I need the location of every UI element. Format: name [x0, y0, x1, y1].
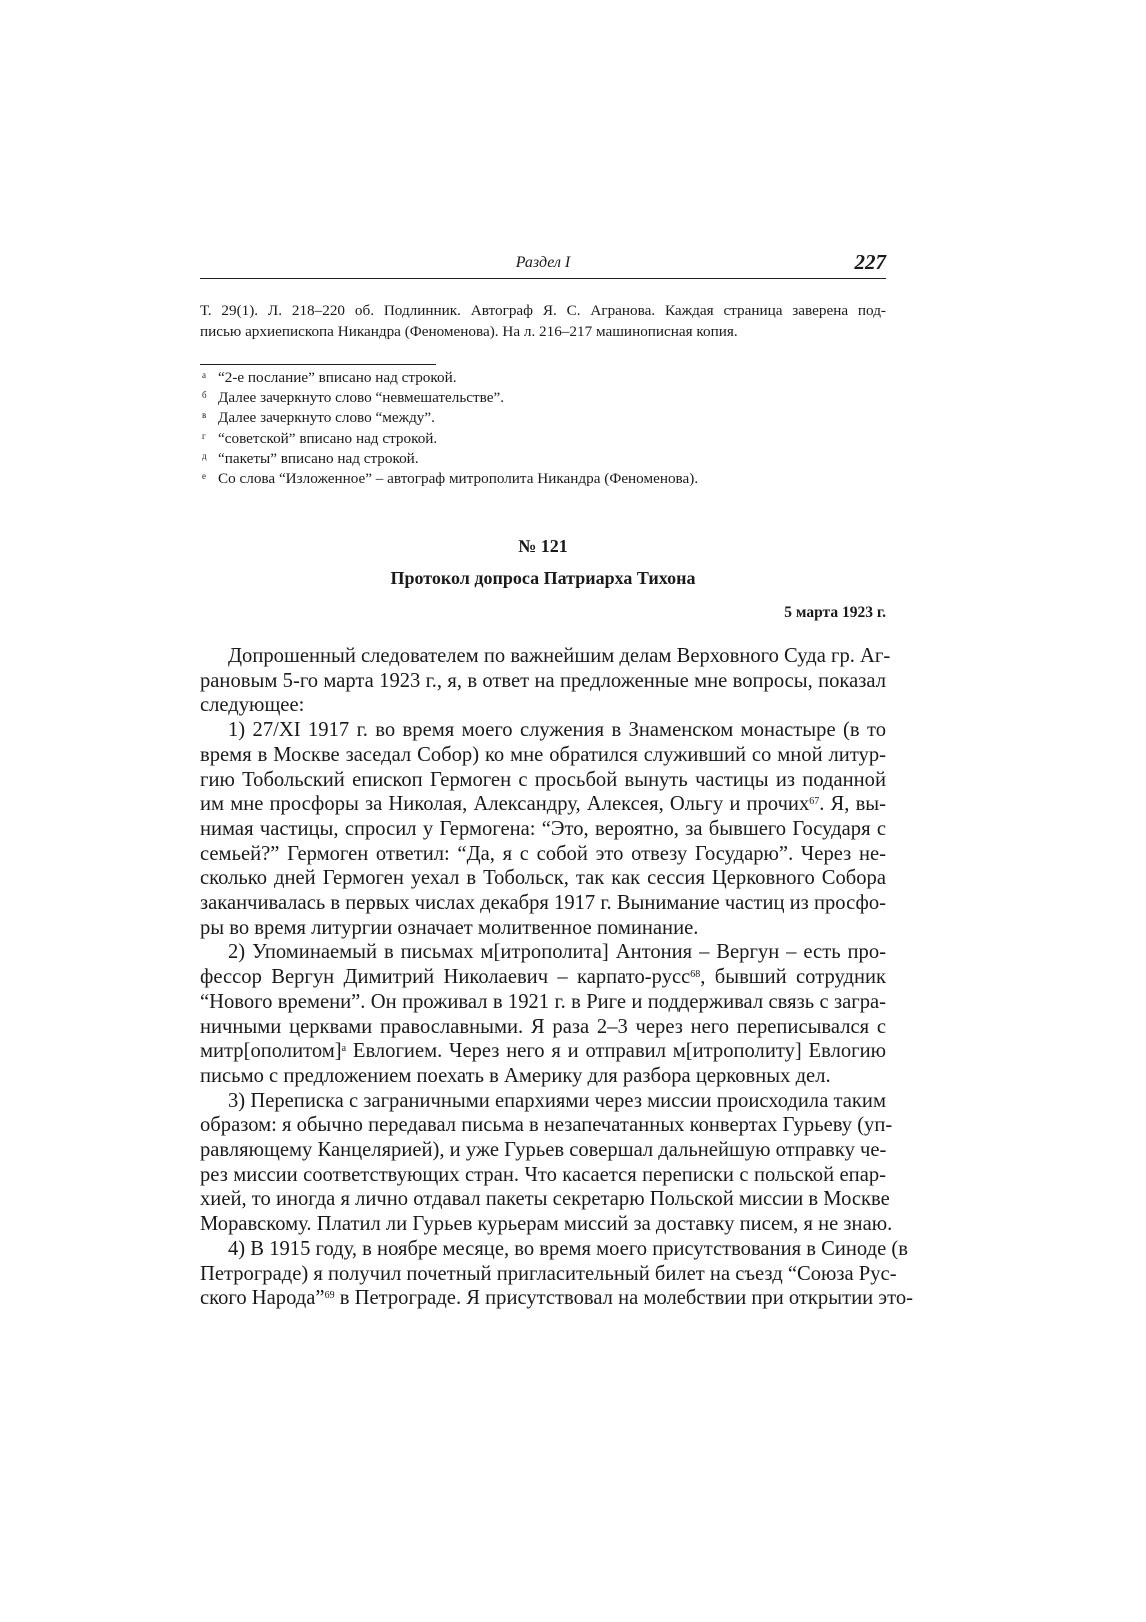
footnote-mark: б — [202, 390, 207, 401]
footnote — [200, 388, 886, 408]
body-text-segment: 4) В 1915 году, в ноябре месяце, во время моего присутствования в Синоде (в — [228, 1237, 908, 1260]
footnote-mark: е — [202, 471, 206, 482]
body-text-segment: 3) Переписка с заграничными епархиями через миссии происходила таким — [228, 1089, 886, 1112]
body-text-segment: рез миссии соответствующих стран. Что касается переписки с польской епар- — [200, 1163, 886, 1186]
body-text-segment: , бывший сотрудник — [700, 966, 887, 989]
body-text-segment: семьей?” Гермоген ответил: “Да, я с собой это отвезу Государю”. Через не- — [200, 842, 886, 865]
body-text-segment: рановым 5-го марта 1923 г., я, в ответ на предложенные мне вопросы, показал — [200, 669, 886, 692]
body-text-line — [200, 916, 886, 941]
body-text-line — [200, 1163, 886, 1188]
footnote-reference: 68 — [690, 969, 701, 981]
body-text-line — [200, 792, 886, 817]
body-text-line — [200, 990, 886, 1015]
body-text-line — [200, 1262, 897, 1287]
body-text-segment: нимая частицы, спросил у Гермогена: “Это, вероятно, за бывшего Государя с — [200, 817, 886, 840]
body-text-line — [200, 1015, 886, 1040]
body-text-line — [200, 1212, 893, 1237]
archival-source-note — [200, 300, 886, 342]
body-text-segment: ры во время литургии означает молитвенное поминание. — [200, 916, 699, 939]
body-text-line — [200, 669, 886, 694]
source-note-line: писью архиепископа Никандра (Феноменова). На л. 216–217 машинописная копия. — [200, 323, 738, 340]
section-title: Раздел I — [515, 254, 571, 271]
body-text-line — [200, 891, 886, 916]
body-text-segment: ского Народа” — [200, 1287, 325, 1310]
page-number: 227 — [854, 250, 886, 274]
body-text-line — [200, 1064, 886, 1089]
footnote — [200, 469, 886, 489]
footnote-reference: а — [341, 1043, 347, 1055]
body-text-line — [200, 1237, 908, 1262]
body-text-segment: время в Москве заседал Собор) ко мне обратился служивший со мной литур- — [200, 743, 886, 766]
body-text-line — [200, 866, 886, 891]
body-text-segment: фессор Вергун Димитрий Николаевич – карпато-русс — [200, 966, 691, 989]
footnote-text: “2-е послание” вписано над строкой. — [218, 369, 457, 386]
body-text-segment: хией, то иногда я лично отдавал пакеты секретарю Польской миссии в Москве — [200, 1188, 890, 1211]
body-text-line — [200, 1138, 886, 1163]
body-text-line — [200, 1039, 886, 1064]
body-text-line — [200, 1187, 890, 1212]
body-text-segment: . Я, вы- — [819, 793, 886, 816]
body-text-line — [200, 743, 886, 768]
body-text-segment: 2) Упоминаемый в письмах м[итрополита] Антония – Вергун – есть про- — [228, 941, 886, 964]
body-text-line — [200, 1286, 913, 1311]
footnote-mark: а — [202, 370, 206, 380]
body-text-segment: Петрограде) я получил почетный пригласительный билет на съезд “Союза Рус- — [200, 1262, 897, 1285]
document-body — [200, 644, 913, 1311]
footnote-mark: д — [202, 450, 207, 461]
footnote — [200, 429, 886, 449]
body-text-line — [200, 817, 886, 842]
body-text-line — [200, 768, 886, 793]
body-text-segment: Моравскому. Платил ли Гурьев курьерам миссий за доставку писем, я не знаю. — [200, 1213, 893, 1236]
footnote-mark: в — [202, 410, 207, 421]
footnote — [200, 368, 886, 388]
body-text-segment: равляющему Канцелярией), и уже Гурьев совершал дальнейшую отправку че- — [200, 1139, 887, 1162]
source-note-line: Т. 29(1). Л. 218–220 об. Подлинник. Автограф Я. С. Агранова. Каждая страница заверена под- — [200, 302, 886, 319]
body-text-segment: в Петрограде. Я присутствовал на молебствии при открытии это- — [334, 1287, 913, 1310]
footnote — [200, 408, 886, 428]
body-text-segment: Евлогием. Через него я и отправил м[итрополиту] Евлогию — [346, 1040, 886, 1063]
body-text-segment: следующее: — [200, 694, 305, 717]
body-text-segment: гию Тобольский епископ Гермоген с просьбой вынуть частицы из поданной — [200, 768, 886, 791]
body-text-segment: сколько дней Гермоген уехал в Тобольск, так как сессия Церковного Собора — [200, 867, 886, 890]
footnote-text: “пакеты” вписано над строкой. — [218, 449, 419, 467]
footnote-text: “советской” вписано над строкой. — [218, 429, 438, 447]
body-text-segment: заканчивалась в первых числах декабря 1917 г. Вынимание частиц из просфо- — [200, 892, 886, 915]
footnote-text: Со слова “Изложенное” – автограф митрополита Никандра (Феноменова). — [218, 470, 699, 488]
document-number: № 121 — [518, 536, 568, 556]
body-text-line — [200, 693, 886, 718]
body-text-segment: письмо с предложением поехать в Америку для разбора церковных дел. — [200, 1064, 831, 1087]
body-text-segment: 1) 27/XI 1917 г. во время моего служения в Знаменском монастыре (в то — [228, 719, 886, 742]
footnote-mark: г — [202, 430, 206, 441]
running-head — [200, 250, 886, 279]
footnote-text: Далее зачеркнуто слово “между”. — [218, 409, 435, 427]
body-text-segment: Допрошенный следователем по важнейшим делам Верховного Суда гр. Аг- — [228, 645, 891, 667]
footnote-reference: 67 — [809, 796, 820, 808]
document-title: Протокол допроса Патриарха Тихона — [390, 568, 696, 588]
body-text-segment: митр[ополитом] — [200, 1040, 342, 1063]
body-text-segment: ничными церквами православными. Я раза 2–3 через него переписывался с — [200, 1015, 886, 1038]
body-text-line — [200, 965, 886, 990]
body-text-line — [200, 940, 886, 965]
footnote — [200, 449, 886, 469]
body-text-line — [200, 718, 886, 743]
body-text-segment: им мне просфоры за Николая, Александру, Алексея, Ольгу и прочих — [200, 793, 810, 816]
body-text-line — [200, 1089, 886, 1114]
footnote-divider — [200, 364, 436, 365]
body-text-segment: “Нового времени”. Он проживал в 1921 г. в Риге и поддерживал связь с загра- — [200, 990, 886, 1013]
body-text-line — [200, 1113, 893, 1138]
body-text-line — [200, 644, 891, 669]
document-date: 5 марта 1923 г. — [784, 604, 886, 621]
body-text-segment: образом: я обычно передавал письма в незапечатанных конвертах Гурьеву (уп- — [200, 1114, 893, 1137]
footnotes-list — [200, 368, 886, 489]
footnote-reference: 69 — [324, 1290, 335, 1302]
footnote-text: Далее зачеркнуто слово “невмешательстве”. — [218, 389, 505, 407]
body-text-line — [200, 842, 886, 867]
